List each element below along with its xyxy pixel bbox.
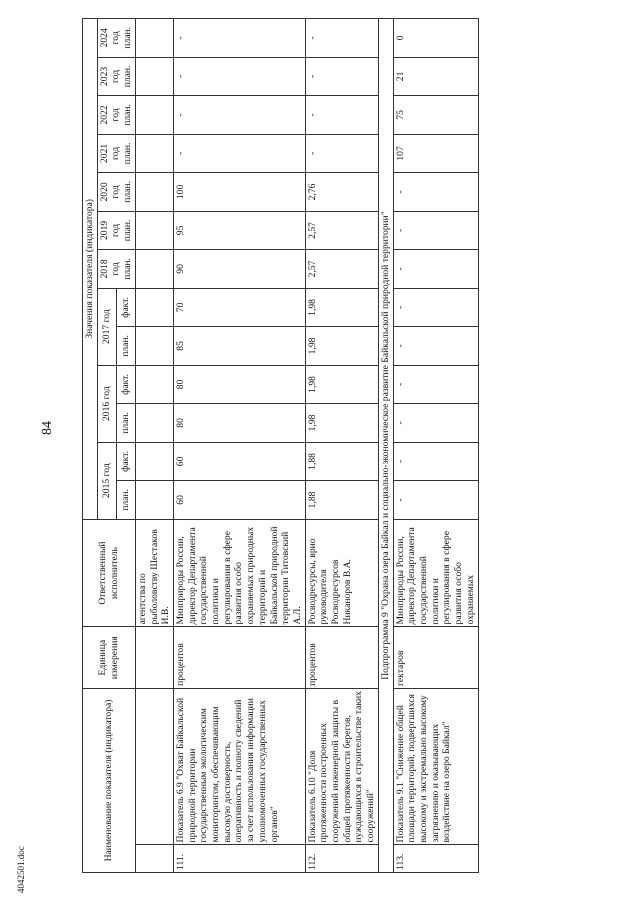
header-2016-fact: факт. (116, 365, 135, 404)
document-footer: 4042501.doc (16, 846, 26, 893)
indicator-responsible: Росводресурсы, врио руководителя Росводресурсов Никаноров В.А. (305, 519, 378, 627)
header-2017-plan: план. (116, 327, 135, 366)
value-cell: - (393, 404, 478, 443)
value-cell: - (305, 134, 378, 173)
value-cell: - (393, 250, 478, 289)
header-2015-fact: факт. (116, 442, 135, 481)
header-2017: 2017 год (97, 288, 116, 365)
value-cell: - (305, 96, 378, 135)
continuation-responsible: агентства по рыболовству Шестаков И.В. (135, 519, 173, 627)
indicator-unit: гектаров (393, 627, 478, 688)
header-2023: 2023 год план. (97, 57, 135, 96)
value-cell: 2,57 (305, 250, 378, 289)
indicator-unit: процентов (305, 627, 378, 688)
subprogram-row (378, 19, 393, 873)
header-2015-plan: план. (116, 481, 135, 520)
value-cell: - (393, 365, 478, 404)
indicator-name: Показатель 6.9 "Охват Байкальской природной территории государственным экологическим мониторингом, обеспечивающим высокую достоверность, оперативность и полноту сведений за счет использования информации уполномоченных государственных органов" (173, 688, 305, 845)
continuation-row (135, 19, 173, 873)
row-number: 111. (173, 845, 305, 873)
value-cell: 1,88 (305, 481, 378, 520)
indicator-name: Показатель 9.1 "Снижение общей площади территорий, подвергшихся высокому и экстремально высокому загрязнению и оказывающих воздействие на озеро Байкал" (393, 688, 478, 845)
header-2020: 2020 год план. (97, 173, 135, 212)
table-row (305, 19, 378, 873)
header-2024: 2024 год план. (97, 19, 135, 58)
header-2017-fact: факт. (116, 288, 135, 327)
value-cell: 21 (393, 57, 478, 96)
value-cell: 80 (173, 365, 305, 404)
header-2016-plan: план. (116, 404, 135, 443)
value-cell: 1,98 (305, 365, 378, 404)
value-cell: - (393, 481, 478, 520)
header-name: Наименование показателя (индикатора) (83, 688, 136, 872)
value-cell: 75 (393, 96, 478, 135)
value-cell: 1,98 (305, 327, 378, 366)
header-2015: 2015 год (97, 442, 116, 519)
row-number: 112. (305, 845, 378, 873)
header-2019: 2019 год план. (97, 211, 135, 250)
value-cell: - (173, 57, 305, 96)
value-cell: - (305, 57, 378, 96)
header-2018: 2018 год план. (97, 250, 135, 289)
header-values: Значения показателя (индикатора) (83, 19, 98, 520)
value-cell: - (173, 134, 305, 173)
indicators-table (82, 18, 479, 873)
header-2022: 2022 год план. (97, 96, 135, 135)
row-number: 113. (393, 845, 478, 873)
value-cell: - (393, 288, 478, 327)
header-2016: 2016 год (97, 365, 116, 442)
header-unit: Единица измерения (83, 627, 136, 688)
value-cell: 90 (173, 250, 305, 289)
subprogram-title: Подпрограмма 9 "Охрана озера Байкал и социально-экономическое развитие Байкальской природной территории" (378, 19, 393, 873)
indicator-responsible: Минприроды России, директор Департамента государственной политики и регулирования в сфере развития особо охраняемых природных территорий и Байкальской природной территории Титовский А.Л. (173, 519, 305, 627)
value-cell: 1,88 (305, 442, 378, 481)
value-cell: - (393, 327, 478, 366)
value-cell: 1,98 (305, 404, 378, 443)
table-row (173, 19, 305, 873)
value-cell: 95 (173, 211, 305, 250)
value-cell: 0 (393, 19, 478, 58)
value-cell: 1,98 (305, 288, 378, 327)
value-cell: - (173, 96, 305, 135)
value-cell: 85 (173, 327, 305, 366)
value-cell: 60 (173, 442, 305, 481)
header-2021: 2021 год план. (97, 134, 135, 173)
value-cell: - (393, 211, 478, 250)
value-cell: - (393, 173, 478, 212)
header-responsible: Ответственный исполнитель (83, 519, 136, 627)
value-cell: - (393, 442, 478, 481)
value-cell: 80 (173, 404, 305, 443)
indicator-name: Показатель 6.10 "Доля протяженности построенных сооружений инженерной защиты в общей протяженности берегов, нуждающихся в строительстве таких сооружений" (305, 688, 378, 845)
value-cell: - (173, 19, 305, 58)
value-cell: 70 (173, 288, 305, 327)
table-row (393, 19, 478, 873)
value-cell: - (305, 19, 378, 58)
value-cell: 2,76 (305, 173, 378, 212)
value-cell: 60 (173, 481, 305, 520)
indicator-responsible: Минприроды России, директор Департамента государственной политики и регулирования в сфере развития особо охраняемых (393, 519, 478, 627)
indicator-unit: процентов (173, 627, 305, 688)
value-cell: 100 (173, 173, 305, 212)
value-cell: 2,57 (305, 211, 378, 250)
rotated-table-container (82, 18, 627, 873)
page-number: 84 (40, 421, 55, 435)
value-cell: 107 (393, 134, 478, 173)
